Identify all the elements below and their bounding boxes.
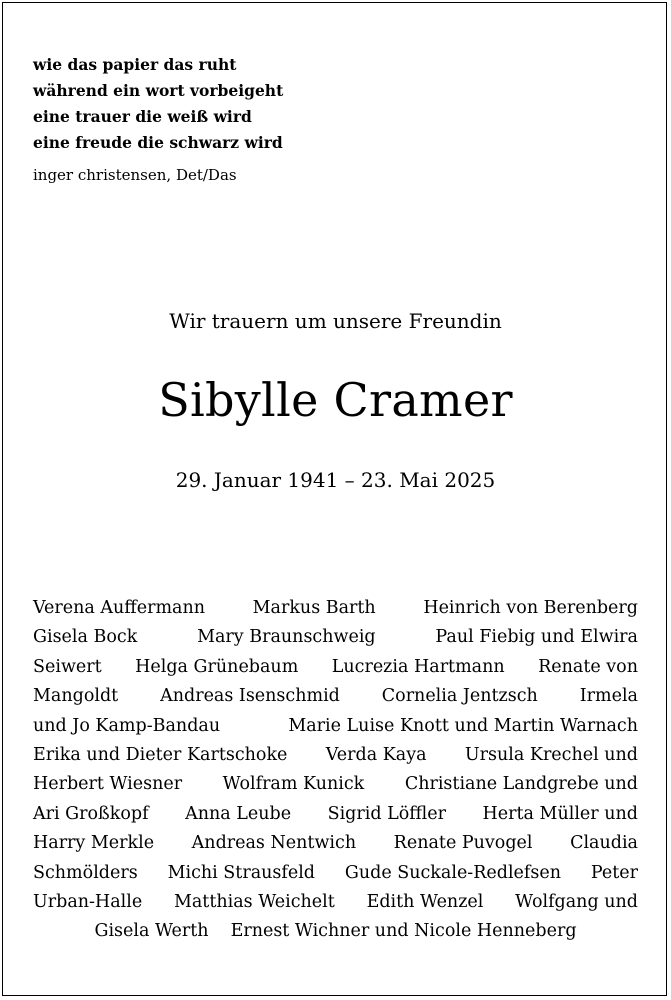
mourner-line [33, 800, 638, 829]
mourner-name: Seiwert [33, 656, 102, 677]
mourner-name: Paul Fiebig und Elwira [435, 627, 638, 648]
mourner-name: Sigrid Löffler [327, 803, 447, 824]
mourner-line [33, 770, 638, 799]
mourner-name: Renate von [538, 656, 638, 677]
mourner-name: Mangoldt [33, 686, 119, 707]
mourner-line [33, 741, 638, 770]
mourner-line [33, 653, 638, 682]
mourner-name: Verena Auffermann [33, 598, 206, 618]
mourner-line [33, 829, 638, 858]
life-dates: 29. Januar 1941 – 23. Mai 2025 [175, 468, 496, 492]
mourner-name: Matthias Weichelt [173, 892, 335, 913]
poem-line: eine freude die schwarz wird [33, 133, 283, 152]
mourner-line [33, 712, 638, 741]
mourner-name: Christiane Landgrebe und [404, 774, 638, 795]
mourner-name: Ursula Krechel und [464, 745, 638, 766]
mourner-name: Herta Müller und [482, 803, 638, 824]
mourner-name: Ari Großkopf [33, 803, 149, 824]
mourner-name: Erika und Dieter Kartschoke [33, 745, 288, 766]
mourner-name: Mary Braunschweig [197, 627, 376, 648]
mourner-line [33, 682, 638, 711]
mourner-name: Lucrezia Hartmann [331, 656, 505, 677]
mourner-name: Gude Suckale-Redlefsen [344, 862, 561, 883]
mourner-name: Renate Puvogel [393, 833, 533, 854]
mourner-name: Irmela [579, 686, 638, 707]
intro-text: Wir trauern um unsere Freundin [169, 309, 502, 333]
mourner-line [33, 917, 638, 946]
mourner-name: Markus Barth [252, 598, 376, 618]
mourner-name: Urban-Halle [33, 892, 143, 913]
mourner-name: Anna Leube [185, 803, 292, 824]
poem-line: wie das papier das ruht [33, 55, 237, 74]
mourner-line [33, 594, 638, 623]
mourner-name: Schmölders [33, 862, 138, 883]
mourner-name: Wolfram Kunick [222, 774, 365, 795]
mourners-list [33, 594, 638, 947]
mourner-name: Peter [590, 862, 638, 883]
mourner-name: Gisela Bock [33, 627, 138, 648]
mourner-name: Herbert Wiesner [33, 774, 183, 795]
poem [33, 52, 283, 156]
mourner-name: Ernest Wichner und Nicole Henneberg [230, 921, 577, 942]
mourner-name: Marie Luise Knott und Martin Warnach [288, 715, 638, 736]
mourner-name: Claudia [570, 833, 638, 854]
mourner-name: Verda Kaya [325, 745, 427, 766]
mourner-name: Michi Strausfeld [167, 862, 316, 883]
deceased-name: Sibylle Cramer [158, 373, 513, 427]
mourner-name: Wolfgang und [515, 892, 638, 913]
mourner-name: Andreas Nentwich [191, 833, 357, 854]
poem-line: während ein wort vorbeigeht [33, 81, 284, 100]
mourner-line [33, 888, 638, 917]
poem-attribution: inger christensen, Det/Das [33, 166, 237, 184]
mourner-line [33, 623, 638, 652]
mourner-line [33, 859, 638, 888]
mourner-name: Cornelia Jentzsch [381, 686, 538, 707]
mourner-name: Gisela Werth [94, 921, 209, 942]
poem-line: eine trauer die weiß wird [33, 107, 252, 126]
mourner-name: Edith Wenzel [366, 892, 484, 913]
mourner-name: Andreas Isenschmid [160, 686, 340, 707]
mourner-name: Helga Grünebaum [135, 656, 299, 677]
mourner-name: und Jo Kamp-Bandau [33, 715, 221, 736]
mourner-name: Heinrich von Berenberg [423, 598, 638, 618]
mourner-name: Harry Merkle [33, 833, 155, 854]
